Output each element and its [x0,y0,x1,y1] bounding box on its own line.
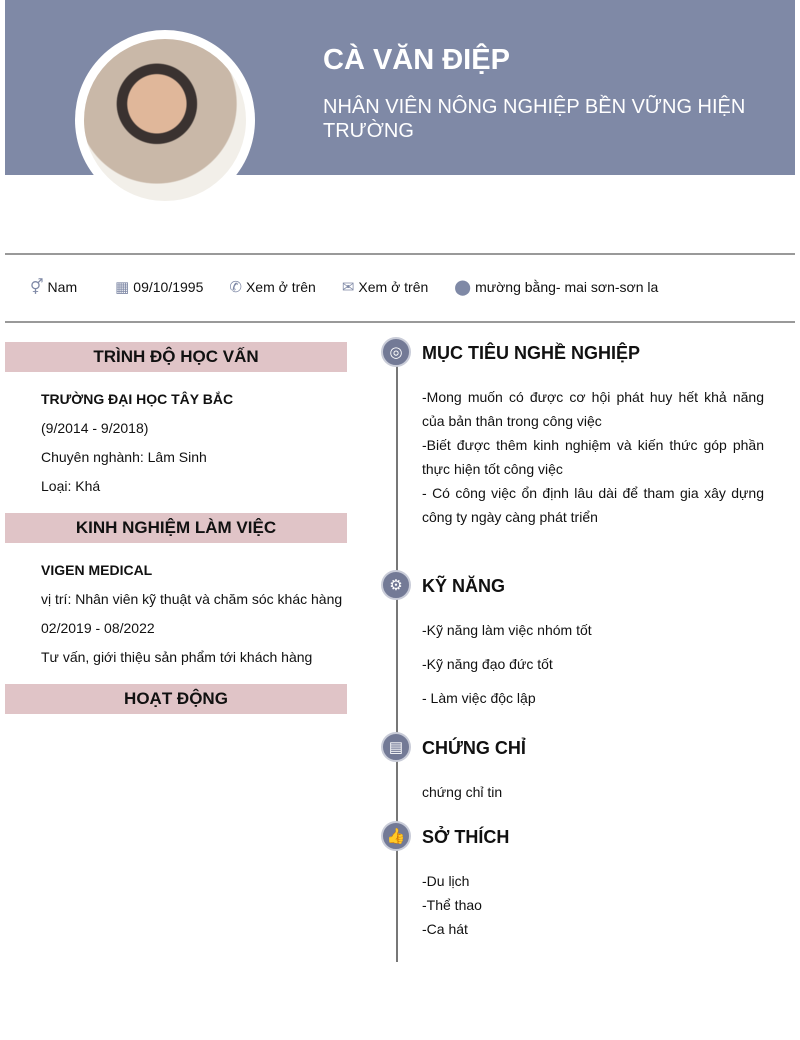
grade: Loại: Khá [41,478,101,494]
experience-period: 02/2019 - 08/2022 [41,620,155,636]
education-heading: TRÌNH ĐỘ HỌC VẤN [5,342,347,372]
skills-list: -Kỹ năng làm việc nhóm tốt -Kỹ năng đạo đức tốt - Làm việc độc lập [422,622,592,706]
candidate-name: CÀ VĂN ĐIỆP [323,44,510,76]
timeline-line [396,350,398,962]
location-icon: ⬤ [454,279,472,296]
activities-heading: HOẠT ĐỘNG [5,684,347,714]
phone: Xem ở trên [245,279,316,295]
education-period: (9/2014 - 9/2018) [41,420,149,436]
certs-heading: CHỨNG CHỈ [422,738,526,758]
email-icon: ✉ [341,279,355,296]
divider [5,253,795,255]
objective-text: -Mong muốn có được cơ hội phát huy hết khả năng của bản thân trong công việc -Biết được thêm kinh nghiệm và kiến thức góp phần thực hiện tốt công việc - Có công việc ổn định lâu dài để tham gia xây dựng công ty ngày càng phát triển [422,389,764,525]
objective-heading: MỤC TIÊU NGHỀ NGHIỆP [422,343,641,363]
hobbies-heading: SỞ THÍCH [422,827,510,847]
gender-icon: ⚥ [30,279,44,296]
cert-item: chứng chỉ tin [422,784,503,800]
phone-icon: ✆ [229,279,242,296]
company: VIGEN MEDICAL [41,562,153,578]
document-icon: ▤ [381,732,411,762]
school: TRƯỜNG ĐẠI HỌC TÂY BẮC [41,391,234,407]
target-icon: ◎ [381,337,411,367]
experience-heading: KINH NGHIỆM LÀM VIỆC [5,513,347,543]
dob: 09/10/1995 [133,279,204,295]
gender: Nam [47,279,78,295]
skills-heading: KỸ NĂNG [422,576,506,596]
major: Chuyên nghành: Lâm Sinh [41,449,207,465]
position: vị trí: Nhân viên kỹ thuật và chăm sóc khác hàng [41,591,343,607]
contact-info [30,278,684,296]
email: Xem ở trên [358,279,429,295]
avatar [75,30,255,210]
thumbs-up-icon: 👍 [381,821,411,851]
job-title: NHÂN VIÊN NÔNG NGHIỆP BỀN VỮNG HIỆN TRƯỜNG [323,96,746,142]
divider [5,321,795,323]
gear-icon: ⚙ [381,570,411,600]
calendar-icon: ▦ [115,279,130,296]
experience-desc: Tư vấn, giới thiệu sản phẩm tới khách hàng [41,649,313,665]
address: mường bằng- mai sơn-sơn la [475,279,659,295]
hobbies-list: -Du lịch -Thể thao -Ca hát [422,873,482,937]
